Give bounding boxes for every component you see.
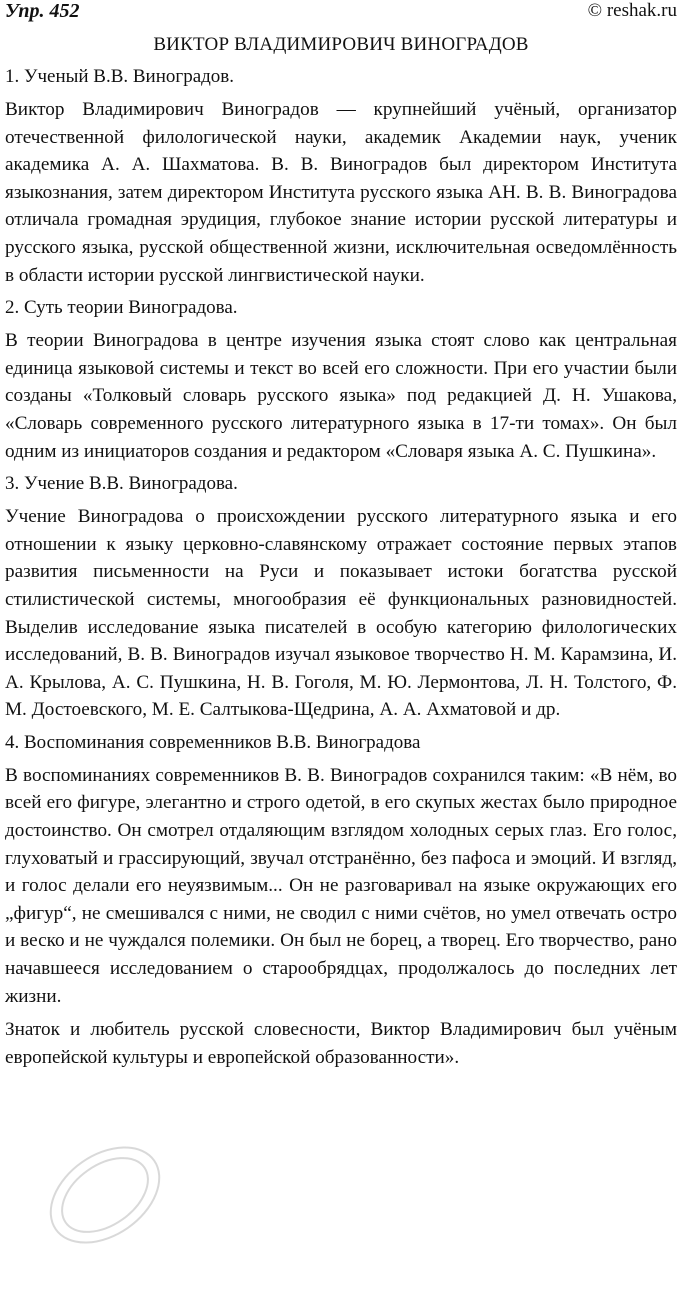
section-heading: 4. Воспоминания современников В.В. Виноградова (5, 731, 421, 753)
section-4 (5, 730, 677, 1072)
section-paragraph: Учение Виноградова о происхождении русского литературного языка и его отношении к языку церковно-славянскому отражает состояние первых этапов развития письменности на Руси и показывает истоки богатства русской стилистической системы, многообразия её функциональных разновидностей. Выделив исследование языка писателей в особую категорию филологических исследований, В. В. Виноградов изучал языковое творчество Н. М. Карамзина, И. А. Крылова, А. С. Пушкина, Н. В. Гоголя, М. Ю. Лермонтова, Л. Н. Толстого, Ф. М. Достоевского, М. Е. Салтыкова-Щедрина, А. А. Ахматовой и др. (5, 506, 677, 721)
section-paragraph: Виктор Владимирович Виноградов — крупнейший учёный, организатор отечественной филологической науки, академик Академии наук, ученик академика А. А. Шахматова. В. В. Виноградов был директором Института языкознания, затем директором Института русского языка АН. В. В. Виноградова отличала громадная эрудиция, глубокое знание истории русской литературы и русского языка, русской общественной жизни, исключительная осведомлённость в области истории русской лингвистической науки. (5, 99, 677, 286)
section-2 (5, 295, 677, 465)
section-paragraph: В теории Виноградова в центре изучения языка стоят слово как центральная единица языковой системы и текст во всей его сложности. При его участии были созданы «Толковый словарь русского языка» под редакцией Д. Н. Ушакова, «Словарь современного русского литературного языка в 17-ти томах». Он был одним из инициаторов создания и редактором «Словаря языка А. С. Пушкина». (5, 330, 677, 462)
exercise-label: Упр. 452 (5, 0, 80, 22)
section-heading: 2. Суть теории Виноградова. (5, 297, 238, 319)
section-3 (5, 471, 677, 724)
watermark-stamp-icon (30, 1140, 180, 1250)
section-paragraph: Знаток и любитель русской словесности, Виктор Владимирович был учёным европейской культуры и европейской образованности». (5, 1019, 677, 1068)
source-label: © reshak.ru (587, 0, 677, 21)
section-paragraph: В воспоминаниях современников В. В. Виноградов сохранился таким: «В нём, во всей его фигуре, элегантно и строго одетой, в его скупых жестах было природное достоинство. Он смотрел отдаляющим взглядом холодных серых глаз. Его голос, глуховатый и грассирующий, звучал отстранённо, без пафоса и эмоций. И взгляд, и голос делали его неуязвимым... Он не разговаривал на языке окружающих его „фигур“, не смешивался с ними, не сводил с ними счётов, но умел отвечать остро и веско и не чуждался полемики. Он был не борец, а творец. Его творчество, рано начавшееся исследованием о старообрядцах, продолжалось до последних лет жизни. (5, 764, 677, 1007)
document-title: ВИКТОР ВЛАДИМИРОВИЧ ВИНОГРАДОВ (153, 34, 529, 55)
page-header (5, 0, 677, 28)
section-1 (5, 64, 677, 289)
section-heading: 1. Ученый В.В. Виноградов. (5, 66, 235, 87)
section-heading: 3. Учение В.В. Виноградова. (5, 473, 238, 495)
